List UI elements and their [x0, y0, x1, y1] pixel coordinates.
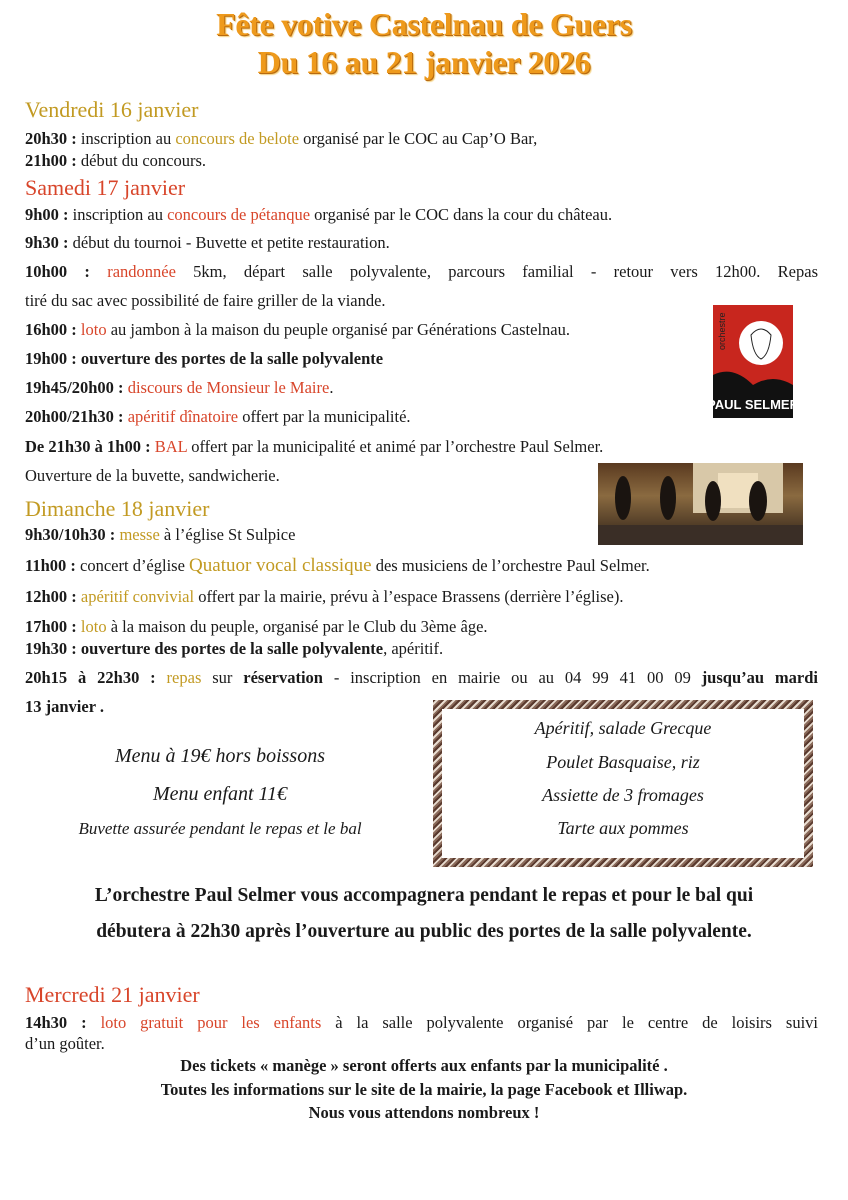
- line-text: sur: [201, 668, 244, 687]
- menu-price: Menu à 19€ hors boissons: [114, 745, 325, 767]
- time-label: 17h00 :: [25, 617, 81, 636]
- event-highlight: BAL: [154, 437, 188, 456]
- svg-text:PAUL SELMER: PAUL SELMER: [707, 397, 799, 412]
- event-highlight: loto: [80, 320, 107, 339]
- line-text: d’un goûter.: [25, 1034, 105, 1053]
- schedule-line: [25, 466, 280, 486]
- menu-buvette-note: Buvette assurée pendant le repas et le bal: [78, 819, 362, 838]
- schedule-line: [25, 233, 390, 253]
- time-label: 13 janvier .: [25, 697, 104, 716]
- schedule-line: [25, 617, 488, 637]
- time-label: 19h00 : ouverture des portes de la salle polyvalente: [25, 349, 384, 368]
- schedule-line: [25, 262, 818, 282]
- schedule-line: [25, 378, 333, 398]
- time-label: 14h30 :: [25, 1013, 101, 1032]
- day-heading: Samedi 17 janvier: [25, 175, 186, 200]
- time-label: 9h30/10h30 :: [25, 525, 120, 544]
- line-text: inscription au: [80, 129, 176, 148]
- event-highlight: apéritif dînatoire: [127, 407, 239, 426]
- schedule-line: [25, 639, 443, 659]
- line-text: offert par la municipalité.: [238, 407, 411, 426]
- time-label: réservation: [243, 668, 323, 687]
- time-label: 21h00 :: [25, 151, 81, 170]
- line-text: début du tournoi - Buvette et petite restauration.: [72, 233, 390, 252]
- schedule-line: [25, 525, 295, 545]
- footer-line: Nous vous attendons nombreux !: [308, 1103, 540, 1122]
- line-text: - inscription en mairie ou au 04 99 41 00 09: [323, 668, 702, 687]
- line-text: Ouverture de la buvette, sandwicherie.: [25, 466, 280, 485]
- schedule-line: [25, 129, 537, 149]
- event-highlight: apéritif convivial: [80, 587, 195, 606]
- line-text: à la salle polyvalente organisé par le centre de loisirs suivi: [321, 1013, 818, 1032]
- line-text: tiré du sac avec possibilité de faire griller de la viande.: [25, 291, 386, 310]
- orchestra-logo: [707, 305, 799, 418]
- day-heading: Dimanche 18 janvier: [25, 496, 210, 521]
- line-text: à l’église St Sulpice: [159, 525, 296, 544]
- schedule-line: [25, 587, 624, 607]
- line-text: , apéritif.: [383, 639, 444, 658]
- line-text: offert par la mairie, prévu à l’espace Brassens (derrière l’église).: [194, 587, 624, 606]
- time-label: 20h15 à 22h30 :: [25, 668, 167, 687]
- orchestra-note-line: débutera à 22h30 après l’ouverture au public des portes de la salle polyvalente.: [96, 921, 752, 942]
- day-heading: Vendredi 16 janvier: [25, 97, 199, 122]
- day-heading: Mercredi 21 janvier: [25, 982, 200, 1007]
- line-text: au jambon à la maison du peuple organisé par Générations Castelnau.: [106, 320, 570, 339]
- schedule-line: [25, 1034, 105, 1054]
- schedule-line: [25, 205, 612, 225]
- svg-text:orchestre: orchestre: [717, 312, 727, 350]
- time-label: 11h00 :: [25, 556, 81, 575]
- line-text: des musiciens de l’orchestre Paul Selmer.: [371, 556, 650, 575]
- line-text: début du concours.: [80, 151, 207, 170]
- schedule-line: [25, 668, 818, 688]
- time-label: 20h30 :: [25, 129, 81, 148]
- schedule-line: [25, 151, 206, 171]
- event-highlight: repas: [166, 668, 202, 687]
- time-label: 10h00 :: [25, 262, 108, 281]
- footer-line: Des tickets « manège » seront offerts aux enfants par la municipalité .: [180, 1056, 668, 1075]
- quartet-photo: [598, 463, 803, 545]
- time-label: 12h00 :: [25, 587, 81, 606]
- line-text: 5km, départ salle polyvalente, parcours familial - retour vers 12h00. Repas: [175, 262, 818, 281]
- time-label: 16h00 :: [25, 320, 81, 339]
- menu-box: [433, 700, 813, 867]
- time-label: 20h00/21h30 :: [25, 407, 128, 426]
- line-text: organisé par le COC au Cap’O Bar,: [299, 129, 538, 148]
- time-label: 9h00 :: [25, 205, 73, 224]
- line-text: offert par la municipalité et animé par l’orchestre Paul Selmer.: [187, 437, 604, 456]
- menu-item: Assiette de 3 fromages: [542, 785, 704, 805]
- line-text: .: [329, 378, 334, 397]
- time-label: 19h30 : ouverture des portes de la salle polyvalente: [25, 639, 384, 658]
- schedule-line: [25, 407, 411, 427]
- event-highlight: messe: [119, 525, 160, 544]
- schedule-line: [25, 556, 650, 576]
- schedule-line: [25, 437, 603, 457]
- time-label: jusqu’au mardi: [701, 668, 818, 687]
- menu-item: Apéritif, salade Grecque: [534, 718, 712, 738]
- page-title: Fête votive Castelnau de Guers: [216, 6, 632, 42]
- event-highlight: loto gratuit pour les enfants: [100, 1013, 322, 1032]
- schedule-line: [25, 1013, 818, 1033]
- time-label: 19h45/20h00 :: [25, 378, 128, 397]
- event-highlight: Quatuor vocal classique: [189, 555, 372, 576]
- event-highlight: concours de pétanque: [167, 205, 311, 224]
- event-highlight: discours de Monsieur le Maire: [127, 378, 330, 397]
- line-text: inscription au: [72, 205, 168, 224]
- event-highlight: loto: [80, 617, 107, 636]
- orchestra-note-line: L’orchestre Paul Selmer vous accompagnera pendant le repas et pour le bal qui: [94, 885, 754, 906]
- line-text: à la maison du peuple, organisé par le Club du 3ème âge.: [106, 617, 488, 636]
- menu-child-price: Menu enfant 11€: [152, 783, 288, 805]
- page-subtitle-dates: Du 16 au 21 janvier 2026: [257, 44, 591, 80]
- event-highlight: concours de belote: [175, 129, 300, 148]
- schedule-line: [25, 349, 383, 369]
- schedule-line: [25, 291, 386, 311]
- time-label: 9h30 :: [25, 233, 73, 252]
- event-highlight: randonnée: [107, 262, 176, 281]
- line-text: organisé par le COC dans la cour du château.: [310, 205, 613, 224]
- footer-line: Toutes les informations sur le site de la mairie, la page Facebook et Illiwap.: [160, 1080, 688, 1099]
- line-text: concert d’église: [80, 556, 190, 575]
- schedule-line: [25, 697, 104, 717]
- time-label: De 21h30 à 1h00 :: [25, 437, 155, 456]
- menu-item: Poulet Basquaise, riz: [546, 752, 700, 772]
- menu-item: Tarte aux pommes: [557, 818, 689, 838]
- schedule-line: [25, 320, 570, 340]
